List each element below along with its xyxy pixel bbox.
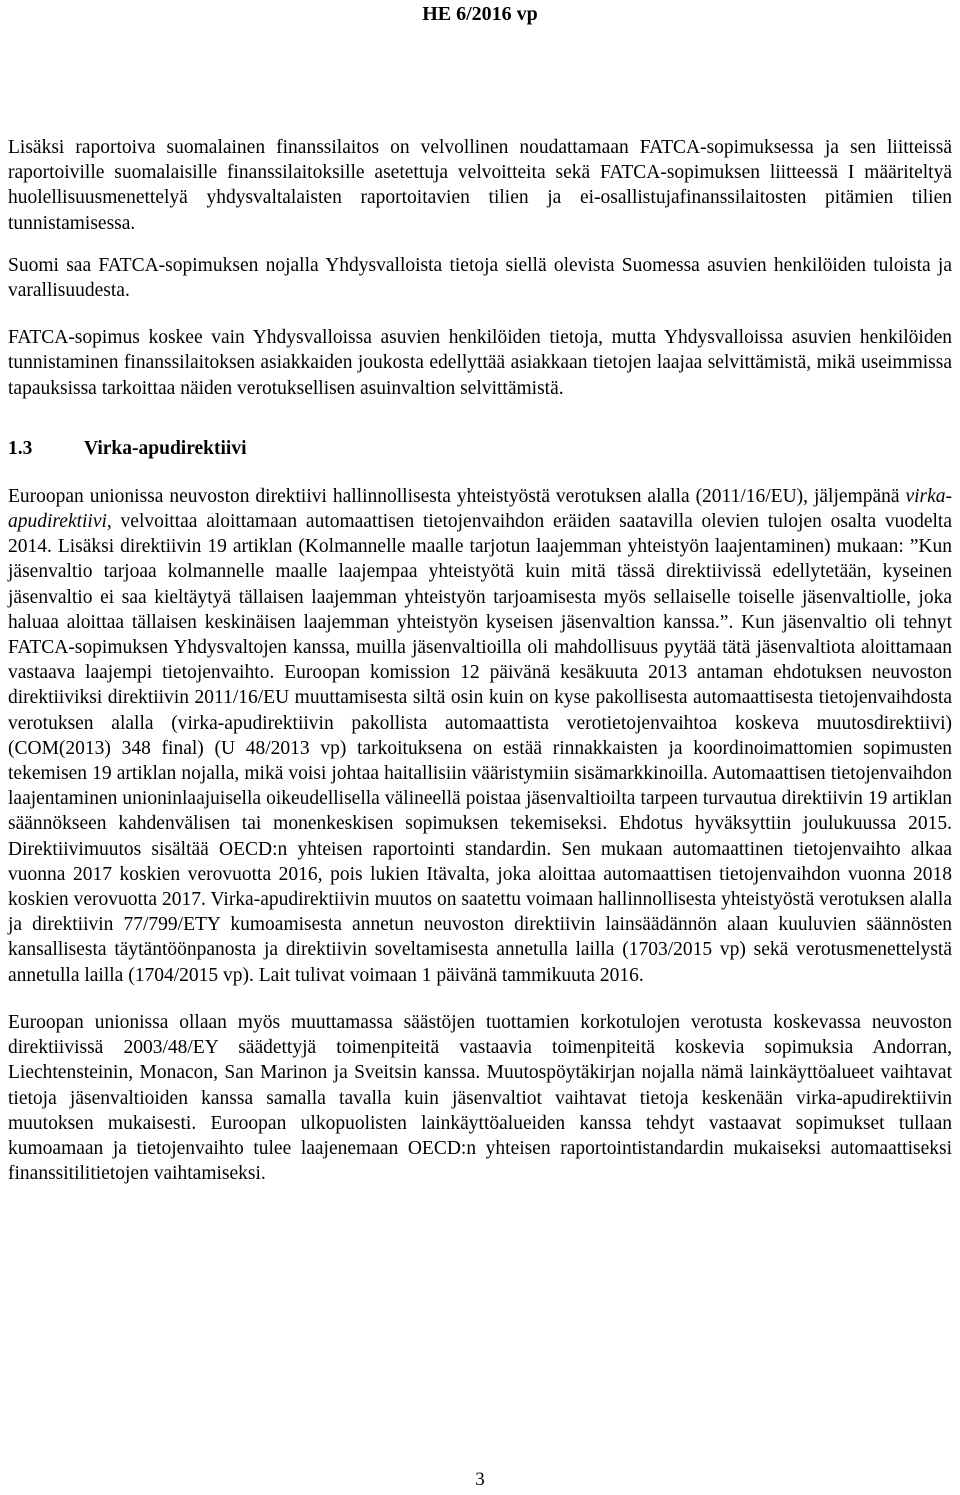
section-number: 1.3 bbox=[8, 437, 33, 459]
document-header: HE 6/2016 vp bbox=[422, 3, 538, 25]
section-heading bbox=[8, 436, 952, 462]
directive-term: virka-apudirektiivi bbox=[8, 485, 952, 533]
paragraph-directive-rest: , velvoittaa aloittamaan automaattisen tietojenvaihdon eräiden saatavilla olevien tulojen osalta vuodelta 2014. Lisäksi direktiivin 19 artiklan (Kolmannelle maalle tarjotun laajemman yhteistyön laajentaminen) mukaan: ”Kun jäsenvaltio tarjoaa kolmannelle maalle laajempaa yhteistyötä kuin mitä tässä direktiivissä edellytetään, kyseinen jäsenvaltio ei saa kieltäytyä tällaisen laajemman yhteistyön tarjoamisesta myös sellaiselle toiselle jäsenvaltiolle, joka haluaa aloittaa tällaisen keskinäisen laajemman yhteistyön kyseisen jäsenvaltion kanssa.”. Kun jäsenvaltio oli tehnyt FATCA-sopimuksen Yhdysvaltojen kanssa, muilla jäsenvaltioilla oli mahdollisuus pyytää tätä jäsenvaltiota aloittamaan vastaava laajempi tietojenvaihto. Euroopan komission 12 päivänä kesäkuuta 2013 antaman ehdotuksen neuvoston direktiiviksi direktiivin 2011/16/EU muuttamisesta siltä osin kuin on kyse pakollisesta automaattisesta tietojenvaihdosta verotuksen alalla (virka-apudirektiivin pakollista automaattista verotietojenvaihtoa koskeva muutosdirektiivi) (COM(2013) 348 final) (U 48/2013 vp) tarkoituksena on estää rinnakkaisten ja koordinoimattomien sopimusten tekemisen 19 artiklan nojalla, mikä voisi johtaa haitallisiin vääristymiin sisämarkkinoilla. Automaattisen tietojenvaihdon laajentaminen unioninlaajuisella oikeudellisella välineellä poistaa jäsenvaltioilta tarpeen turvautua direktiivin 19 artiklan säännökseen kahdenvälisen tai monenkeskisen sopimuksen tekemiseksi. Ehdotus hyväksyttiin joulukuussa 2015. Direktiivimuutos sisältää OECD:n yhteisen raportointi standardin. Sen mukaan automaattinen tietojenvaihto alkaa vuonna 2017 koskien verovuotta 2016, pois lukien Itävalta, joka aloittaa automaattisen tietojenvaihdon vuonna 2018 koskien verovuotta 2017. Virka-apudirektiivin muutos on saatettu voimaan hallinnollisesta yhteistyöstä verotuksen alalla ja direktiivin 77/799/ETY kumoamisesta annetun neuvoston direktiivin lainsäädännön alaan kuuluvien säännösten kansallisesta täytäntöönpanosta ja direktiivin soveltamisesta annetulla lailla (1703/2015 vp) sekä verotusmenettelystä annetulla lailla (1704/2015 vp). Lait tulivat voimaan 1 päivänä tammikuuta 2016. bbox=[8, 511, 952, 986]
paragraph-identification: FATCA-sopimus koskee vain Yhdysvalloissa asuvien henkilöiden tietoja, mutta Yhdysvalloissa asuvien henkilöiden tunnistaminen finanssilaitoksen asiakkaiden joukosta edellyttää asiakkaan tietojen laajaa selvittämistä, mikä useimmissa tapauksissa tarkoittaa näiden verotuksellisen asuinvaltion selvittämistä. bbox=[8, 327, 952, 399]
paragraph-savings-directive: Euroopan unionissa ollaan myös muuttamassa säästöjen tuottamien korkotulojen verotusta koskevassa neuvoston direktiivissä 2003/48/EY säädettyjä toimenpiteitä vastaavia toimenpiteitä koskevia sopimuksia Andorran, Liechtensteinin, Monacon, San Marinon ja Sveitsin kanssa. Muutospöytäkirjan nojalla nämä lainkäyttöalueet vaihtavat tietoja jäsenvaltioiden kanssa samalla tavalla kuin jäsenvaltiot vaihtavat tietoja keskenään virka-apudirektiivin muutoksen mukaisesti. Euroopan ulkopuolisten lainkäyttöalueiden kanssa tehdyt vastaavat sopimukset tullaan kumoamaan ja tietojenvaihto tulee laajenemaan OECD:n yhteisen raportointistandardin mukaiseksi automaattiseksi finanssitilitietojen vaihtamiseksi. bbox=[8, 1011, 952, 1185]
document-body bbox=[8, 135, 952, 1186]
paragraph-obligations: Lisäksi raportoiva suomalainen finanssilaitos on velvollinen noudattamaan FATCA-sopimuksessa ja sen liitteissä raportoiville suomalaisille finanssilaitoksille asetettuja velvoitteita sekä FATCA-sopimuksen liitteessä I määriteltyä huolellisuusmenettelyä yhdysvaltalaisten raportoitavien tilien ja ei-osallistujafinanssilaitosten pitämien tilien tunnistamisessa. bbox=[8, 137, 952, 234]
paragraph-directive-start: Euroopan unionissa neuvoston direktiivi hallinnollisesta yhteistyöstä verotuksen alalla (2011/16/EU), jäljempänä bbox=[8, 485, 906, 507]
page-number: 3 bbox=[475, 1469, 485, 1490]
section-title: Virka-apudirektiivi bbox=[84, 437, 247, 459]
paragraph-information-exchange: Suomi saa FATCA-sopimuksen nojalla Yhdysvalloista tietoja siellä olevista Suomessa asuvien henkilöiden tuloista ja varallisuudesta. bbox=[8, 254, 952, 302]
paragraph-directive bbox=[8, 484, 952, 988]
